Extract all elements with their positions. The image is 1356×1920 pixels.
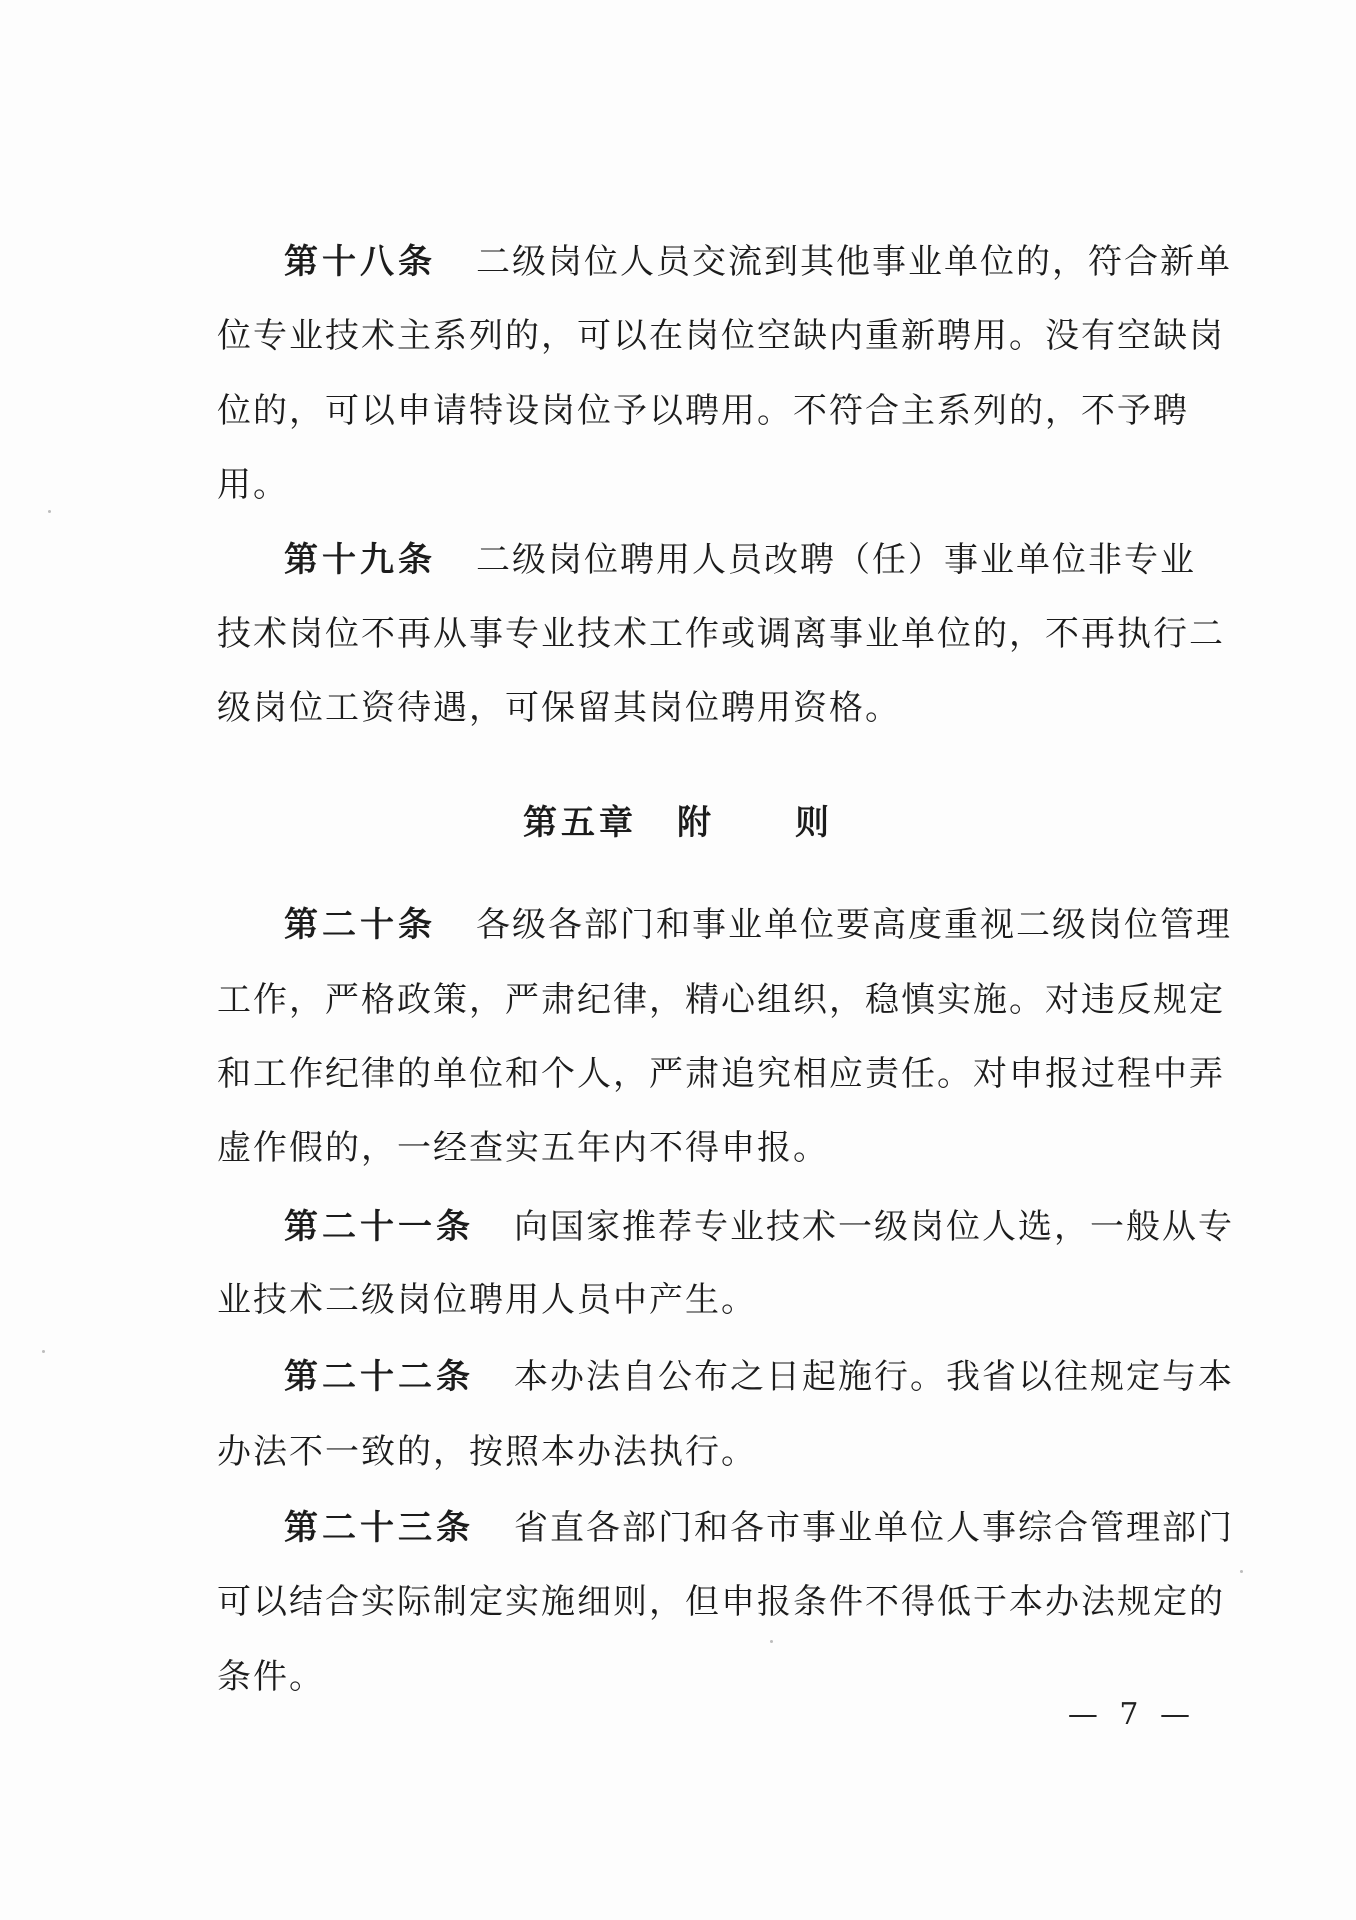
article-text: 二级岗位聘用人员改聘（任）事业单位非专业 bbox=[476, 540, 1196, 580]
article-22-line-2 bbox=[0, 1432, 1356, 1506]
article-text: 省直各部门和各市事业单位人事综合管理部门 bbox=[514, 1508, 1234, 1548]
article-18-line-4 bbox=[0, 465, 1356, 539]
article-heading: 第二十二条 bbox=[284, 1357, 474, 1397]
article-23-line-2 bbox=[0, 1582, 1356, 1656]
article-21-line-1 bbox=[0, 1207, 1356, 1281]
article-23-line-1 bbox=[0, 1508, 1356, 1582]
article-heading: 第二十条 bbox=[284, 905, 436, 945]
article-20-line-2 bbox=[0, 980, 1356, 1054]
chapter-name-char-2: 则 bbox=[795, 803, 833, 843]
article-heading: 第十九条 bbox=[284, 540, 436, 580]
article-text: 可以结合实际制定实施细则，但申报条件不得低于本办法规定的 bbox=[217, 1582, 1225, 1622]
scan-speck bbox=[42, 1350, 45, 1353]
article-heading: 第二十三条 bbox=[284, 1508, 474, 1548]
article-text: 虚作假的，一经查实五年内不得申报。 bbox=[217, 1128, 829, 1168]
article-19-line-3 bbox=[0, 688, 1356, 762]
article-22-line-1 bbox=[0, 1357, 1356, 1431]
article-text: 用。 bbox=[217, 465, 289, 505]
article-text: 级岗位工资待遇，可保留其岗位聘用资格。 bbox=[217, 688, 901, 728]
article-text: 技术岗位不再从事专业技术工作或调离事业单位的，不再执行二 bbox=[217, 614, 1225, 654]
scan-speck bbox=[1240, 1570, 1243, 1573]
article-text: 办法不一致的，按照本办法执行。 bbox=[217, 1432, 757, 1472]
article-text: 和工作纪律的单位和个人，严肃追究相应责任。对申报过程中弄 bbox=[217, 1054, 1225, 1094]
article-text: 工作，严格政策，严肃纪律，精心组织，稳慎实施。对违反规定 bbox=[217, 980, 1225, 1020]
article-21-line-2 bbox=[0, 1280, 1356, 1354]
chapter-number: 第五章 bbox=[523, 803, 637, 843]
article-text: 各级各部门和事业单位要高度重视二级岗位管理 bbox=[476, 905, 1232, 945]
article-text: 位的，可以申请特设岗位予以聘用。不符合主系列的，不予聘 bbox=[217, 391, 1189, 431]
article-18-line-1 bbox=[0, 242, 1356, 316]
article-heading: 第二十一条 bbox=[284, 1207, 474, 1247]
article-text: 条件。 bbox=[217, 1657, 325, 1697]
article-19-line-2 bbox=[0, 614, 1356, 688]
article-20-line-3 bbox=[0, 1054, 1356, 1128]
article-text: 业技术二级岗位聘用人员中产生。 bbox=[217, 1280, 757, 1320]
article-18-line-2 bbox=[0, 316, 1356, 390]
chapter-title bbox=[0, 795, 1356, 844]
page-number: — 7 — bbox=[1067, 1697, 1196, 1732]
article-text: 位专业技术主系列的，可以在岗位空缺内重新聘用。没有空缺岗 bbox=[217, 316, 1225, 356]
article-18-line-3 bbox=[0, 391, 1356, 465]
article-heading: 第十八条 bbox=[284, 242, 436, 282]
chapter-name-char-1: 附 bbox=[677, 803, 715, 843]
article-20-line-1 bbox=[0, 905, 1356, 979]
article-text: 二级岗位人员交流到其他事业单位的，符合新单 bbox=[476, 242, 1232, 282]
article-text: 向国家推荐专业技术一级岗位人选，一般从专 bbox=[514, 1207, 1234, 1247]
article-19-line-1 bbox=[0, 540, 1356, 614]
article-text: 本办法自公布之日起施行。我省以往规定与本 bbox=[514, 1357, 1234, 1397]
scan-speck bbox=[770, 1640, 773, 1643]
article-20-line-4 bbox=[0, 1128, 1356, 1202]
scan-speck bbox=[48, 510, 51, 513]
